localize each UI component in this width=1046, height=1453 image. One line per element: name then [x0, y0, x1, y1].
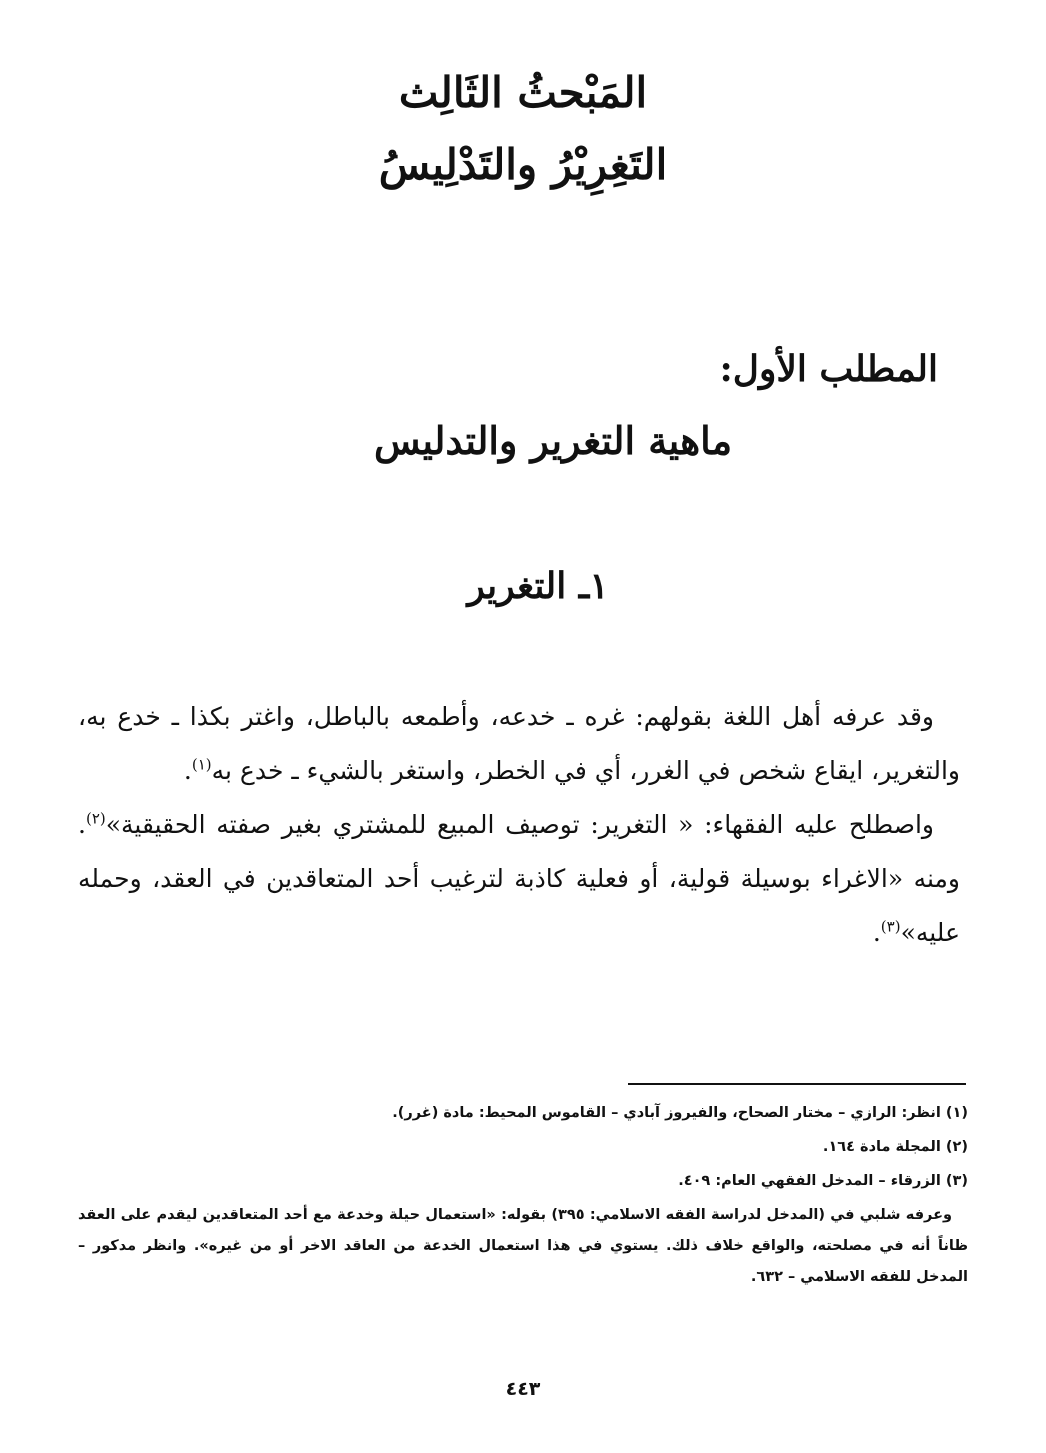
paragraph-end: . — [872, 918, 881, 947]
paragraph-text: وقد عرفه أهل اللغة بقولهم: غره ـ خدعه، وأطمعه بالباطل، واغتر بكذا ـ خدع به، والتغرير، ايقاع شخص في الغرر، أي في الخطر، واستغر بالشيء ـ خدع به — [78, 702, 960, 785]
footnote-divider — [628, 1083, 966, 1085]
paragraph-text-continued: . ومنه «الاغراء بوسيلة قولية، أو فعلية كاذبة لترغيب أحد المتعاقدين في العقد، وحمله عليه» — [78, 810, 960, 947]
subsection-title: ١ـ التغرير — [467, 565, 609, 607]
footnotes — [78, 1098, 968, 1293]
footnote-ref-3: (٣) — [880, 917, 901, 936]
body-text — [78, 690, 960, 960]
paragraph-end: . — [183, 756, 192, 785]
paragraph-linguistic-definition — [78, 690, 960, 798]
chapter-title-line2: التَغِرِيْرُ والتَدْلِيسُ — [378, 140, 668, 189]
footnote-1: (١) انظر: الرازي – مختار الصحاح، والفيروز آبادي – القاموس المحيط: مادة (غرر). — [392, 1105, 968, 1121]
footnote-ref-1: (١) — [191, 755, 212, 774]
chapter-title-line1: المَبْحثُ الثَالِث — [398, 68, 648, 117]
footnote-ref-2: (٢) — [85, 809, 106, 828]
paragraph-text: واصطلح عليه الفقهاء: « التغرير: توصيف المبيع للمشتري بغير صفته الحقيقية» — [105, 810, 934, 839]
page-number: ٤٤٣ — [505, 1378, 541, 1400]
section-label: المطلب الأول: — [719, 348, 938, 390]
footnote-3-continuation: وعرفه شلبي في (المدخل لدراسة الفقه الاسلامي: ٣٩٥) بقوله: «استعمال حيلة وخدعة مع أحد المتعاقدين ليقدم على العقد ظاناً أنه في مصلحته، والواقع خلاف ذلك. يستوي في هذا استعمال الخدعة من العاقد الاخر أو من غيره». وانظر مدكور – المدخل للفقه الاسلامي – ٦٣٢. — [78, 1207, 968, 1285]
footnote-2: (٢) المجلة مادة ١٦٤. — [822, 1139, 968, 1155]
footnote-3: (٣) الزرقاء – المدخل الفقهي العام: ٤٠٩. — [678, 1173, 968, 1189]
section-title: ماهية التغرير والتدليس — [373, 418, 733, 463]
paragraph-technical-definition — [78, 798, 960, 960]
